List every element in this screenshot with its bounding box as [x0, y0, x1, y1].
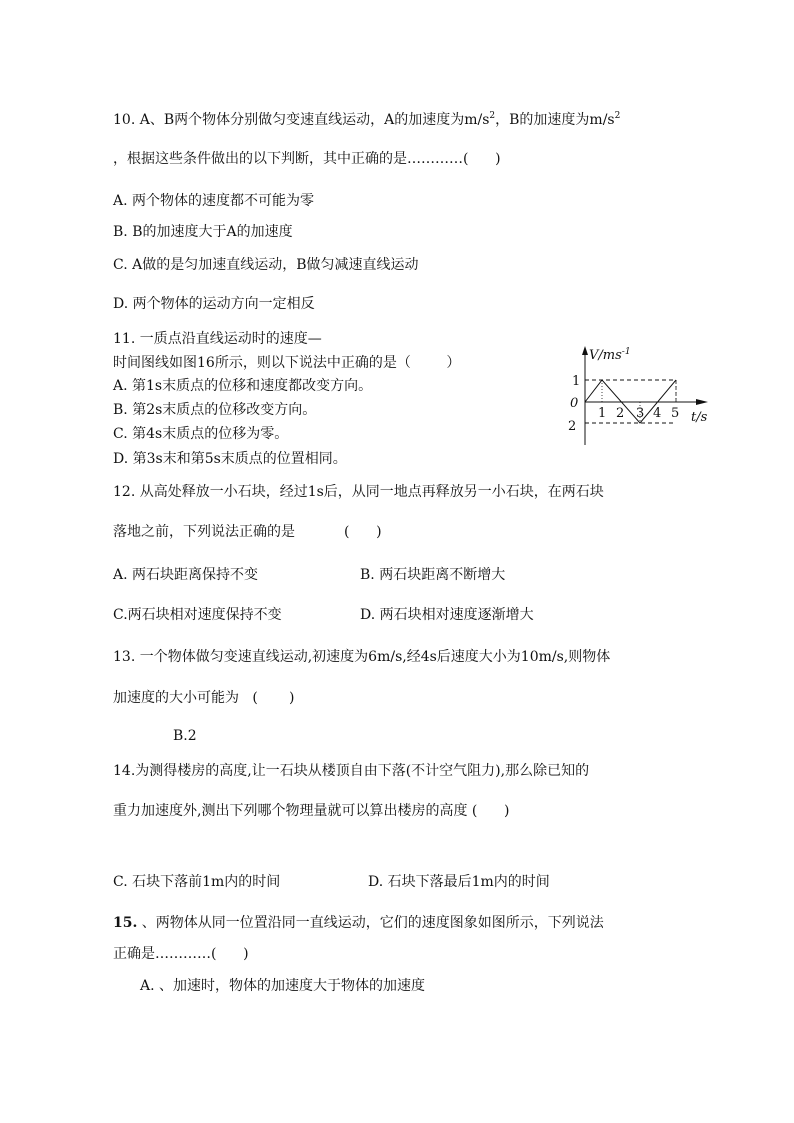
- q12-option-d: D. 两石块相对速度逐渐增大: [360, 607, 534, 623]
- q11-option-b: B. 第2s末质点的位移改变方向。: [113, 402, 317, 418]
- q10-stem-line1: [113, 107, 620, 129]
- x-tick-3: 3: [636, 406, 645, 421]
- x-axis-arrow-icon: [696, 399, 708, 405]
- q13-option-b: B.2: [173, 728, 197, 744]
- q10-option-a: A. 两个物体的速度都不可能为零: [113, 193, 315, 209]
- q11-stem-line2: 时间图线如图16所示，则以下说法中正确的是（ ）: [113, 355, 461, 371]
- x-tick-5: 5: [671, 406, 680, 421]
- q14-stem-line1: 14.为测得楼房的高度,让一石块从楼顶自由下落(不计空气阻力),那么除已知的: [113, 763, 590, 779]
- q11-option-d: D. 第3s末和第5s末质点的位置相同。: [113, 451, 347, 467]
- question-number: 15.: [113, 915, 138, 931]
- x-tick-2: 2: [616, 406, 625, 421]
- q12-option-c: C.两石块相对速度保持不变: [113, 607, 282, 623]
- y-axis-label: V/ms: [589, 348, 622, 363]
- y-tick-1: 1: [572, 374, 581, 389]
- q10-stem-line2: ，根据这些条件做出的以下判断，其中正确的是…………( ): [113, 151, 501, 167]
- superscript: 2: [489, 111, 496, 121]
- superscript: 2: [614, 111, 621, 121]
- q11-stem-line1: 11. 一质点沿直线运动时的速度—: [113, 331, 322, 347]
- q12-stem-line1: 12. 从高处释放一小石块，经过1s后，从同一地点再释放另一小石块，在两石块: [113, 484, 604, 500]
- q10-option-b: B. B的加速度大于A的加速度: [113, 224, 293, 240]
- q12-option-b: B. 两石块距离不断增大: [360, 567, 506, 583]
- x-tick-1: 1: [598, 406, 607, 421]
- x-axis-label: t/s: [691, 410, 708, 425]
- x-tick-4: 4: [653, 406, 662, 421]
- q10-option-c: C. A做的是匀加速直线运动，B做匀减速直线运动: [113, 257, 419, 273]
- velocity-time-graph: [560, 340, 720, 450]
- q13-stem-line1: 13. 一个物体做匀变速直线运动,初速度为6m/s,经4s后速度大小为10m/s,则物体: [113, 649, 611, 665]
- q14-option-c: C. 石块下落前1m内的时间: [113, 874, 281, 890]
- q12-option-a: A. 两石块距离保持不变: [113, 567, 259, 583]
- q11-option-c: C. 第4s末质点的位移为零。: [113, 426, 289, 442]
- q10-stem-part2: ，B的加速度为m/s: [495, 112, 615, 128]
- q15-option-a: A. 、加速时，物体的加速度大于物体的加速度: [140, 978, 426, 994]
- q15-stem-text: 、两物体从同一位置沿同一直线运动，它们的速度图象如图所示，下列说法: [137, 915, 604, 931]
- q10-option-d: D. 两个物体的运动方向一定相反: [113, 296, 315, 312]
- q14-option-d: D. 石块下落最后1m内的时间: [368, 874, 550, 890]
- y-axis-arrow-icon: [582, 346, 588, 355]
- q12-stem-line2: 落地之前，下列说法正确的是 ( ): [113, 524, 382, 540]
- q13-stem-line2: 加速度的大小可能为 ( ): [113, 690, 295, 706]
- q15-stem-line2: 正确是…………( ): [113, 946, 249, 962]
- q11-option-a: A. 第1s末质点的位移和速度都改变方向。: [113, 378, 373, 394]
- q15-stem-line1: [113, 914, 604, 932]
- q10-stem-part1: 10. A、B两个物体分别做匀变速直线运动，A的加速度为m/s: [113, 112, 490, 128]
- svg-text:V/ms-1: $V/ms^{-1}$: [589, 347, 631, 363]
- q14-stem-line2: 重力加速度外,测出下列哪个物理量就可以算出楼房的高度 ( ): [113, 803, 510, 819]
- y-tick-2: 2: [568, 419, 577, 434]
- y-tick-0: 0: [570, 396, 579, 411]
